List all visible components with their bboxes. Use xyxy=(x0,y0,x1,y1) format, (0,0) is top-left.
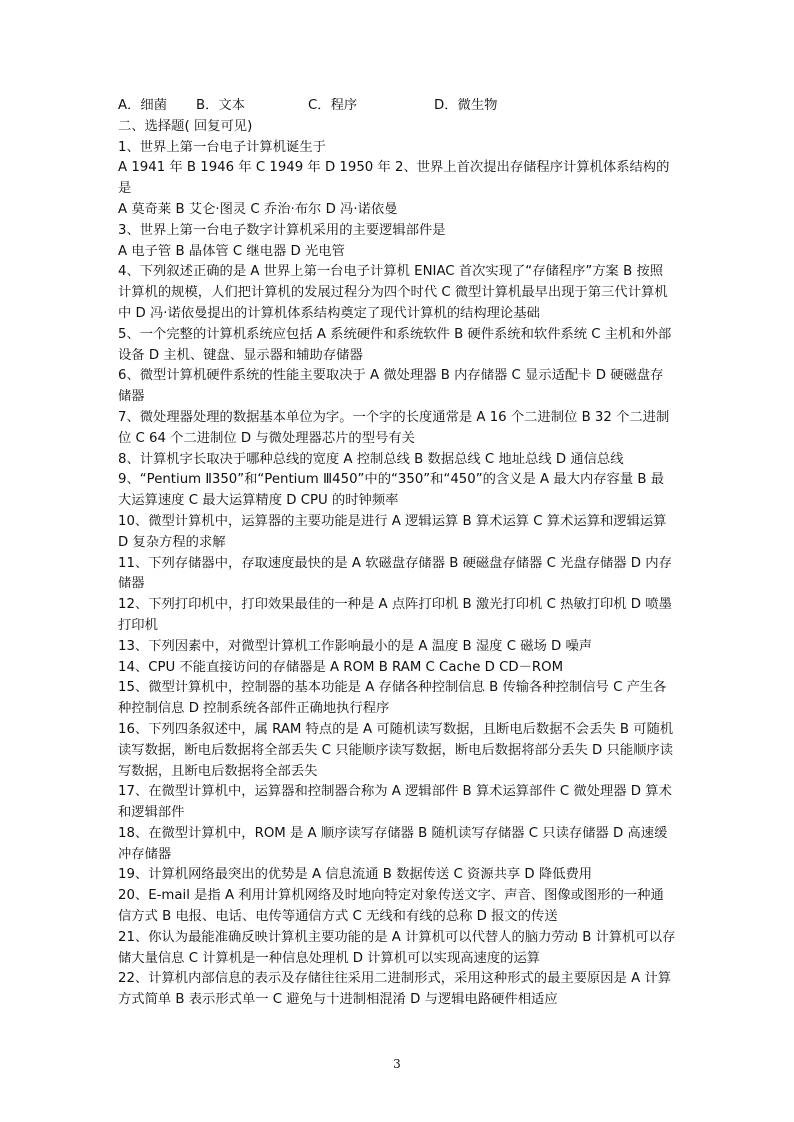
option-a: A．细菌 xyxy=(118,98,167,113)
question-line: A 1941 年 B 1946 年 C 1949 年 D 1950 年 2、世界上首次提出存储程序计算机体系结构的是 xyxy=(118,160,670,197)
document-body xyxy=(118,96,676,1011)
question-line: 3、世界上第一台电子数字计算机采用的主要逻辑部件是 xyxy=(118,222,446,238)
question-line: 7、微处理器处理的数据基本单位为字。一个字的长度通常是 A 16 个二进制位 B 32 个二进制位 C 64 个二进制位 D 与微处理器芯片的型号有关 xyxy=(118,409,670,446)
question-line: 1、世界上第一台电子计算机诞生于 xyxy=(118,139,326,155)
answer-options-line xyxy=(118,96,676,117)
question-line: 4、下列叙述正确的是 A 世界上第一台电子计算机 ENIAC 首次实现了“存储程序”方案 B 按照计算机的规模，人们把计算机的发展过程分为四个时代 C 微型计算机最早出现于第三代计算机中 D 冯·诺依曼提出的计算机体系结构奠定了现代计算机的结构理论基础 xyxy=(118,264,668,321)
question-line: 21、你认为最能准确反映计算机主要功能的是 A 计算机可以代替人的脑力劳动 B 计算机可以存储大量信息 C 计算机是一种信息处理机 D 计算机可以实现高速度的运算 xyxy=(118,929,676,966)
question-line: 22、计算机内部信息的表示及存储往往采用二进制形式，采用这种形式的最主要原因是 A 计算方式简单 B 表示形式单一 C 避免与十进制相混淆 D 与逻辑电路硬件相适应 xyxy=(118,971,672,1008)
question-line: 10、微型计算机中，运算器的主要功能是进行 A 逻辑运算 B 算术运算 C 算术运算和逻辑运算 D 复杂方程的求解 xyxy=(118,513,667,550)
question-line: 17、在微型计算机中，运算器和控制器合称为 A 逻辑部件 B 算术运算部件 C 微处理器 D 算术和逻辑部件 xyxy=(118,784,672,821)
option-d: D．微生物 xyxy=(434,98,498,113)
question-line: 11、下列存储器中，存取速度最快的是 A 软磁盘存储器 B 硬磁盘存储器 C 光盘存储器 D 内存储器 xyxy=(118,555,672,592)
option-c: C．程序 xyxy=(308,98,358,113)
question-line: 18、在微型计算机中，ROM 是 A 顺序读写存储器 B 随机读写存储器 C 只读存储器 D 高速缓冲存储器 xyxy=(118,825,668,862)
question-line: A 莫奇莱 B 艾仑·图灵 C 乔治·布尔 D 冯·诺依曼 xyxy=(118,201,398,217)
question-line: 16、下列四条叙述中，属 RAM 特点的是 A 可随机读写数据，且断电后数据不会丢失 B 可随机读写数据，断电后数据将全部丢失 C 只能顺序读写数据，断电后数据将部分丢失 D 只能顺序读写数据，且断电后数据将全部丢失 xyxy=(118,721,674,779)
question-line: 9、“Pentium Ⅱ350”和“Pentium Ⅲ450”中的“350”和“450”的含义是 A 最大内存容量 B 最大运算速度 C 最大运算精度 D CPU 的时钟频率 xyxy=(118,472,665,509)
question-line: A 电子管 B 晶体管 C 继电器 D 光电管 xyxy=(118,243,345,259)
option-b: B．文本 xyxy=(196,98,246,113)
question-line: 5、一个完整的计算机系统应包括 A 系统硬件和系统软件 B 硬件系统和软件系统 C 主机和外部设备 D 主机、键盘、显示器和辅助存储器 xyxy=(118,326,672,363)
question-line: 19、计算机网络最突出的优势是 A 信息流通 B 数据传送 C 资源共享 D 降低费用 xyxy=(118,867,593,883)
question-line: 13、下列因素中，对微型计算机工作影响最小的是 A 温度 B 湿度 C 磁场 D 噪声 xyxy=(118,638,593,654)
question-line: 20、E-mail 是指 A 利用计算机网络及时地向特定对象传送文字、声音、图像或图形的一种通信方式 B 电报、电话、电传等通信方式 C 无线和有线的总称 D 报文的传送 xyxy=(118,888,664,925)
question-line: 15、微型计算机中，控制器的基本功能是 A 存储各种控制信息 B 传输各种控制信号 C 产生各种控制信息 D 控制系统各部件正确地执行程序 xyxy=(118,680,667,717)
section-title: 二、选择题( 回复可见) xyxy=(118,118,253,134)
question-line: 8、计算机字长取决于哪种总线的宽度 A 控制总线 B 数据总线 C 地址总线 D 通信总线 xyxy=(118,451,624,467)
page-number: 3 xyxy=(393,1057,401,1071)
question-line: 14、CPU 不能直接访问的存储器是 A ROM B RAM C Cache D CD－ROM xyxy=(118,659,564,675)
question-line: 12、下列打印机中，打印效果最佳的一种是 A 点阵打印机 B 激光打印机 C 热敏打印机 D 喷墨打印机 xyxy=(118,597,672,633)
question-line: 6、微型计算机硬件系统的性能主要取决于 A 微处理器 B 内存储器 C 显示适配卡 D 硬磁盘存储器 xyxy=(118,368,664,405)
